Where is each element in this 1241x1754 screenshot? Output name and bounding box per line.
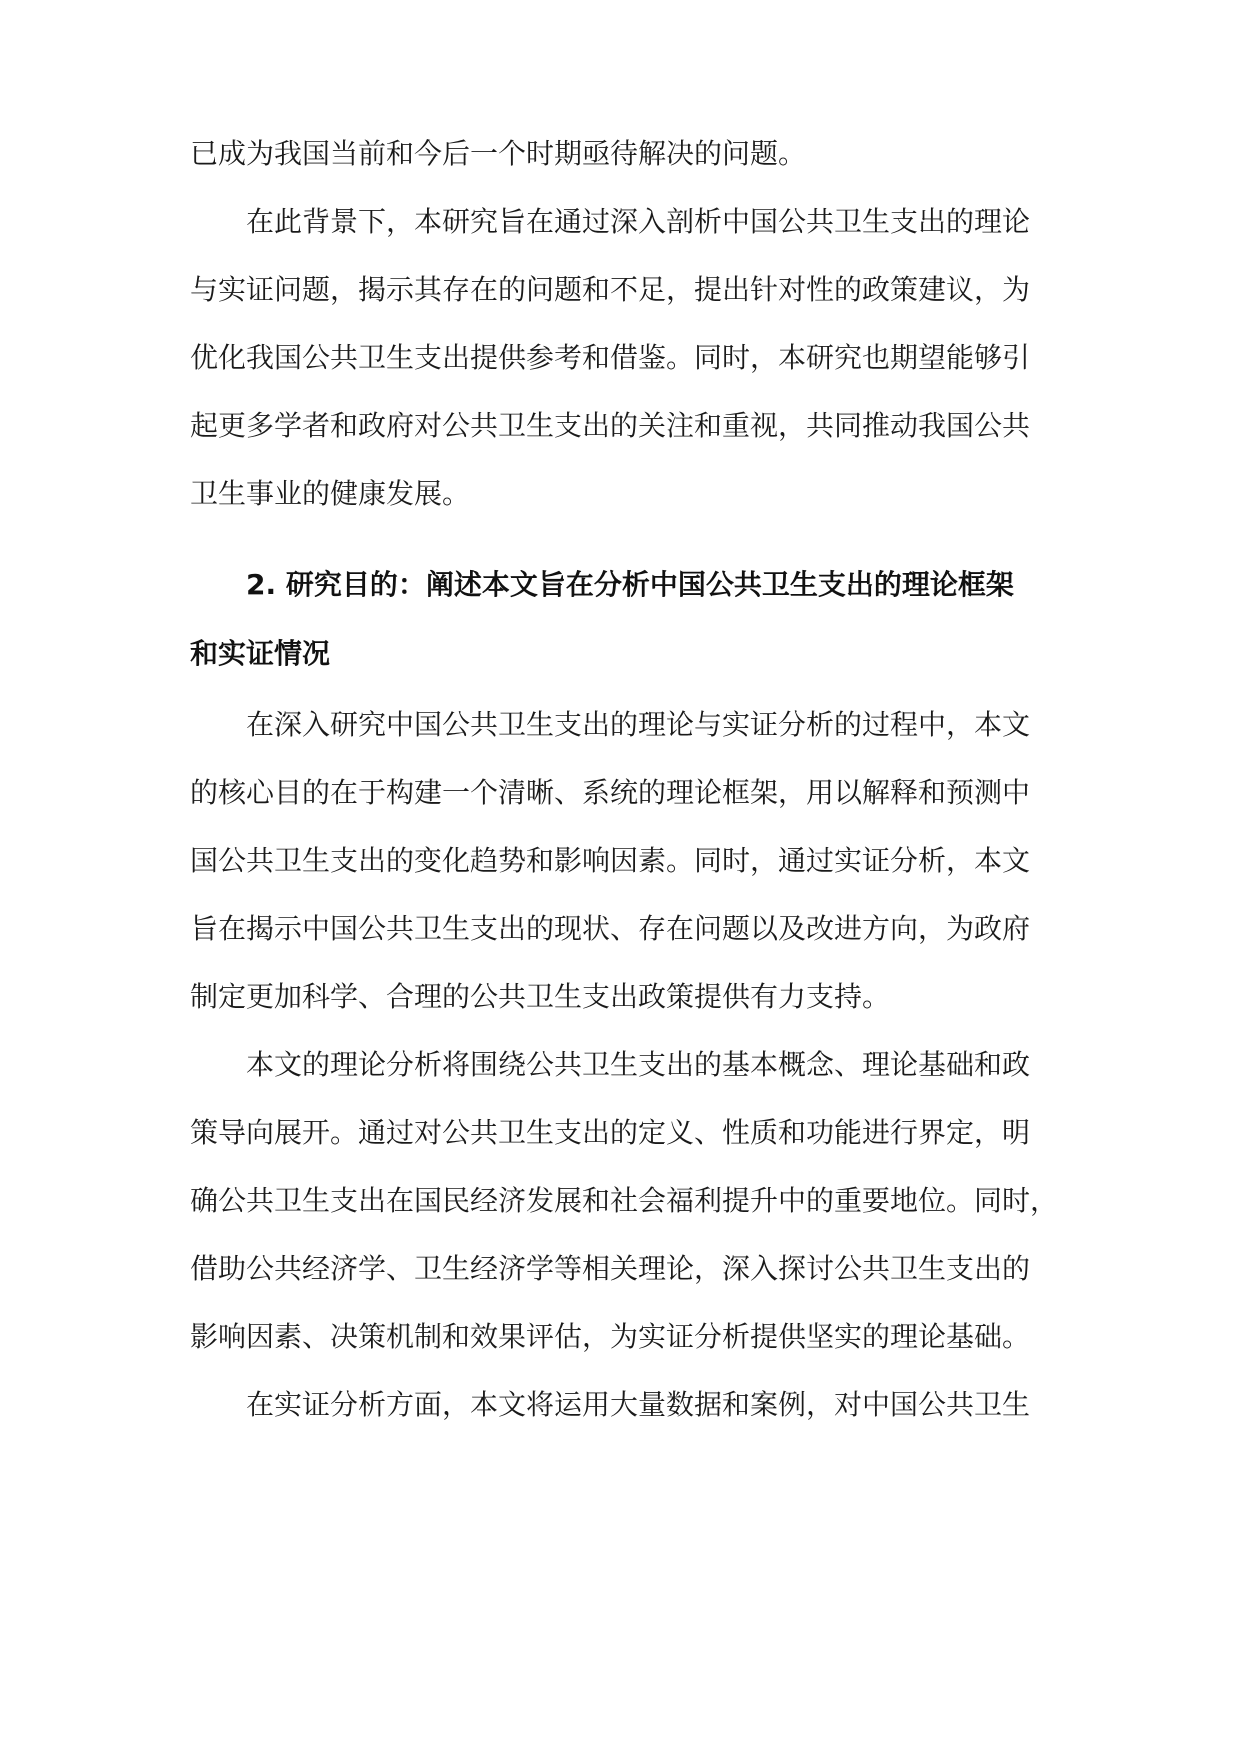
paragraph-line: 旨在揭示中国公共卫生支出的现状、存在问题以及改进方向，为政府 [190,912,1031,945]
paragraph-line: 在深入研究中国公共卫生支出的理论与实证分析的过程中，本文 [246,708,1031,741]
paragraph-line: 确公共卫生支出在国民经济发展和社会福利提升中的重要地位。同时， [190,1184,1059,1217]
paragraph-line: 策导向展开。通过对公共卫生支出的定义、性质和功能进行界定，明 [190,1116,1031,1149]
paragraph-line: 在实证分析方面，本文将运用大量数据和案例，对中国公共卫生 [246,1388,1031,1421]
paragraph-line: 与实证问题，揭示其存在的问题和不足，提出针对性的政策建议，为 [190,273,1031,306]
section-heading: 和实证情况 [190,637,331,670]
section-heading: 2. 研究目的：阐述本文旨在分析中国公共卫生支出的理论框架 [246,568,1014,601]
paragraph-line: 国公共卫生支出的变化趋势和影响因素。同时，通过实证分析，本文 [190,844,1031,877]
paragraph-line: 本文的理论分析将围绕公共卫生支出的基本概念、理论基础和政 [246,1048,1031,1081]
paragraph-line: 制定更加科学、合理的公共卫生支出政策提供有力支持。 [190,980,891,1013]
paragraph-line: 优化我国公共卫生支出提供参考和借鉴。同时，本研究也期望能够引 [190,341,1031,374]
paragraph-line: 借助公共经济学、卫生经济学等相关理论，深入探讨公共卫生支出的 [190,1252,1031,1285]
paragraph-line: 影响因素、决策机制和效果评估，为实证分析提供坚实的理论基础。 [190,1320,1031,1353]
paragraph-line: 卫生事业的健康发展。 [190,477,471,510]
paragraph-line: 起更多学者和政府对公共卫生支出的关注和重视，共同推动我国公共 [190,409,1031,442]
paragraph-line: 的核心目的在于构建一个清晰、系统的理论框架，用以解释和预测中 [190,776,1031,809]
paragraph-line: 在此背景下，本研究旨在通过深入剖析中国公共卫生支出的理论 [246,205,1031,238]
paragraph-line: 已成为我国当前和今后一个时期亟待解决的问题。 [190,137,807,170]
